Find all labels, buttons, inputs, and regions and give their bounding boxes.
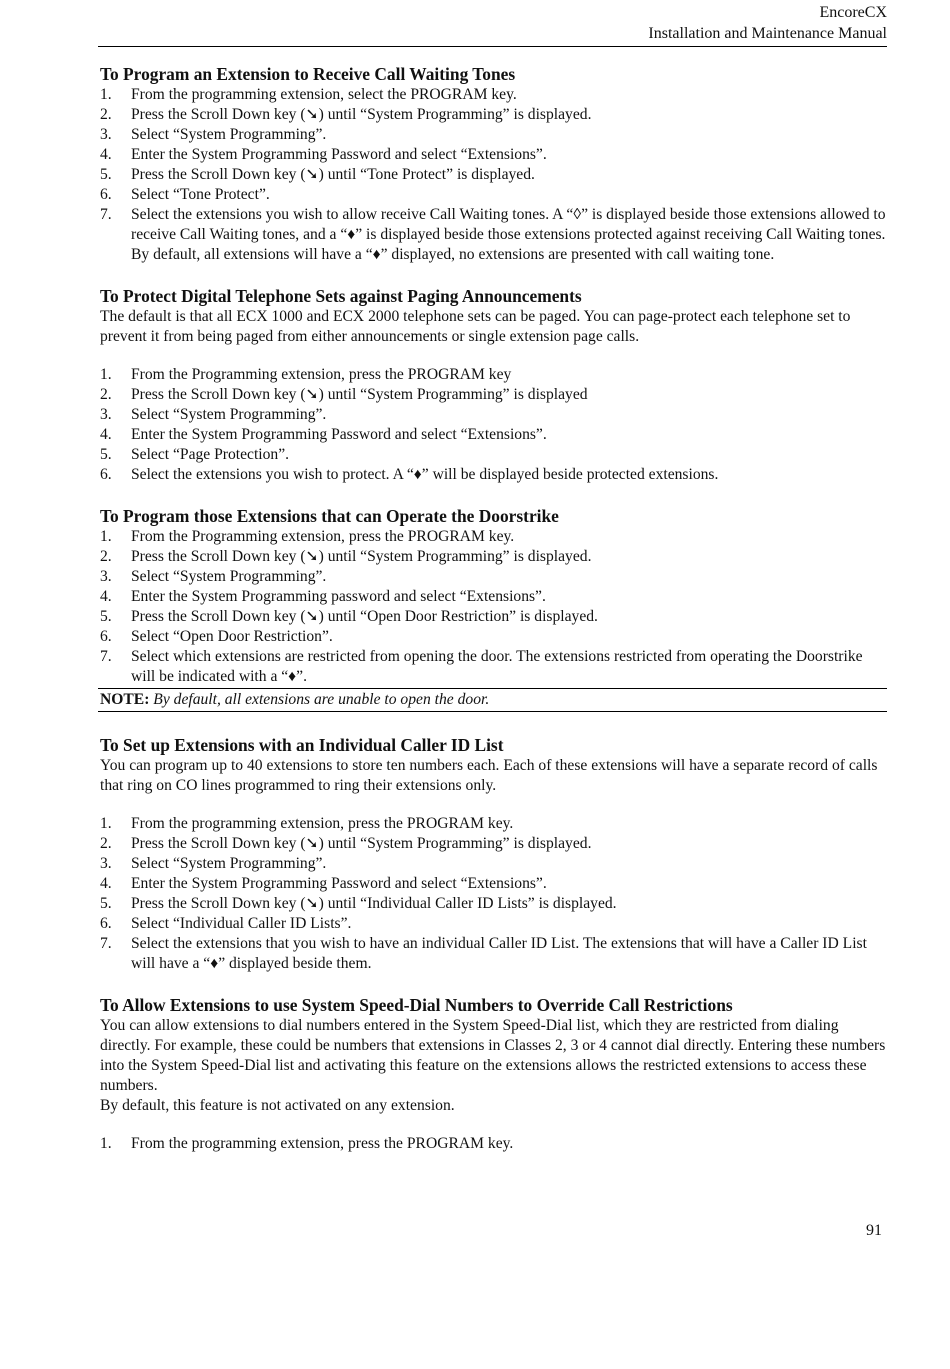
note-label: NOTE:	[100, 691, 150, 708]
list-item	[100, 105, 887, 125]
note-box	[98, 688, 887, 712]
step-number: 5.	[100, 166, 112, 183]
steps-list	[100, 365, 887, 485]
step-number: 2.	[100, 106, 112, 123]
list-item	[100, 547, 887, 567]
step-text: Select “System Programming”.	[131, 855, 327, 872]
steps-list	[100, 1134, 887, 1154]
step-number: 2.	[100, 386, 112, 403]
step-text: Press the Scroll Down key (➘) until “System Programming” is displayed.	[131, 835, 592, 852]
list-item	[100, 405, 887, 425]
step-text: Press the Scroll Down key (➘) until “System Programming” is displayed	[131, 386, 588, 403]
step-number: 5.	[100, 608, 112, 625]
steps-list	[100, 527, 887, 687]
list-item	[100, 587, 887, 607]
list-item	[100, 814, 887, 834]
step-text: From the Programming extension, press the PROGRAM key	[131, 366, 512, 383]
step-number: 1.	[100, 815, 112, 832]
step-number: 6.	[100, 628, 112, 645]
step-text: Enter the System Programming Password and select “Extensions”.	[131, 146, 547, 163]
list-item	[100, 894, 887, 914]
page-content	[100, 63, 887, 1154]
section-doorstrike	[100, 505, 887, 712]
steps-list	[100, 85, 887, 265]
step-number: 5.	[100, 446, 112, 463]
step-number: 4.	[100, 875, 112, 892]
step-text: Select the extensions you wish to protect. A “♦” will be displayed beside protected extensions.	[131, 466, 719, 483]
step-text: Press the Scroll Down key (➘) until “Individual Caller ID Lists” is displayed.	[131, 895, 617, 912]
step-number: 3.	[100, 855, 112, 872]
step-text: From the programming extension, press the PROGRAM key.	[131, 815, 514, 832]
list-item	[100, 627, 887, 647]
step-text: From the programming extension, select the PROGRAM key.	[131, 86, 517, 103]
step-number: 3.	[100, 126, 112, 143]
step-text: Enter the System Programming Password and select “Extensions”.	[131, 875, 547, 892]
list-item	[100, 607, 887, 627]
step-text: Press the Scroll Down key (➘) until “Tone Protect” is displayed.	[131, 166, 535, 183]
step-text: Press the Scroll Down key (➘) until “System Programming” is displayed.	[131, 106, 592, 123]
step-text: Select “Page Protection”.	[131, 446, 290, 463]
step-number: 1.	[100, 86, 112, 103]
section-speed-dial-override	[100, 994, 887, 1154]
section-heading: To Set up Extensions with an Individual Caller ID List	[100, 735, 504, 755]
step-number: 5.	[100, 895, 112, 912]
list-item	[100, 647, 887, 687]
step-text: Select the extensions you wish to allow receive Call Waiting tones. A “◊” is displayed beside those extensions allowed to receive Call Waiting tones, and a “♦” is displayed beside those extensions protected against receiving Call Waiting tones. By default, all extensions will have a “♦” displayed, no extensions are presented with call waiting tone.	[131, 206, 886, 263]
section-paging-protection	[100, 285, 887, 485]
step-number: 7.	[100, 935, 112, 952]
step-text: Select “Tone Protect”.	[131, 186, 270, 203]
list-item	[100, 465, 887, 485]
note-text: By default, all extensions are unable to open the door.	[153, 691, 490, 708]
step-text: From the programming extension, press the PROGRAM key.	[131, 1135, 514, 1152]
list-item	[100, 527, 887, 547]
step-text: Enter the System Programming password and select “Extensions”.	[131, 588, 546, 605]
list-item	[100, 385, 887, 405]
steps-list	[100, 814, 887, 974]
step-number: 1.	[100, 366, 112, 383]
step-number: 4.	[100, 146, 112, 163]
list-item	[100, 185, 887, 205]
step-number: 7.	[100, 648, 112, 665]
header-subtitle: Installation and Maintenance Manual	[648, 25, 887, 42]
section-heading: To Protect Digital Telephone Sets against Paging Announcements	[100, 286, 582, 306]
step-number: 2.	[100, 548, 112, 565]
list-item	[100, 1134, 887, 1154]
list-item	[100, 125, 887, 145]
list-item	[100, 85, 887, 105]
step-text: Enter the System Programming Password and select “Extensions”.	[131, 426, 547, 443]
list-item	[100, 854, 887, 874]
step-number: 6.	[100, 466, 112, 483]
step-text: Select the extensions that you wish to have an individual Caller ID List. The extensions that will have a Caller ID List will have a “♦” displayed beside them.	[131, 935, 867, 972]
step-text: Select “System Programming”.	[131, 568, 327, 585]
list-item	[100, 567, 887, 587]
page-number: 91	[866, 1222, 882, 1239]
step-number: 6.	[100, 186, 112, 203]
step-text: Press the Scroll Down key (➘) until “System Programming” is displayed.	[131, 548, 592, 565]
list-item	[100, 425, 887, 445]
section-heading: To Allow Extensions to use System Speed-Dial Numbers to Override Call Restrictions	[100, 995, 733, 1015]
step-number: 4.	[100, 426, 112, 443]
section-intro: You can program up to 40 extensions to store ten numbers each. Each of these extensions will have a separate record of calls that ring on CO lines programmed to ring their extensions only.	[100, 757, 878, 794]
step-number: 6.	[100, 915, 112, 932]
section-intro-default: By default, this feature is not activated on any extension.	[100, 1097, 455, 1114]
list-item	[100, 145, 887, 165]
section-heading: To Program those Extensions that can Operate the Doorstrike	[100, 506, 559, 526]
header-title: EncoreCX	[819, 4, 887, 21]
step-number: 4.	[100, 588, 112, 605]
list-item	[100, 914, 887, 934]
section-intro: You can allow extensions to dial numbers entered in the System Speed-Dial list, which they are restricted from dialing directly. For example, these could be numbers that extensions in Classes 2, 3 or 4 cannot dial directly. Entering these numbers into the System Speed-Dial list and activating this feature on the extensions allows the restricted extensions to access these numbers.	[100, 1017, 886, 1094]
step-text: Press the Scroll Down key (➘) until “Open Door Restriction” is displayed.	[131, 608, 598, 625]
page-header	[98, 2, 887, 47]
step-text: Select “Open Door Restriction”.	[131, 628, 333, 645]
step-number: 3.	[100, 568, 112, 585]
step-text: Select “Individual Caller ID Lists”.	[131, 915, 352, 932]
section-intro: The default is that all ECX 1000 and ECX 2000 telephone sets can be paged. You can page-protect each telephone set to prevent it from being paged from either announcements or single extension page calls.	[100, 308, 851, 345]
list-item	[100, 834, 887, 854]
section-caller-id-list	[100, 734, 887, 974]
step-number: 1.	[100, 528, 112, 545]
list-item	[100, 934, 887, 974]
step-number: 3.	[100, 406, 112, 423]
step-text: Select “System Programming”.	[131, 126, 327, 143]
step-text: Select “System Programming”.	[131, 406, 327, 423]
step-text: From the Programming extension, press the PROGRAM key.	[131, 528, 515, 545]
section-heading: To Program an Extension to Receive Call Waiting Tones	[100, 64, 516, 84]
step-number: 2.	[100, 835, 112, 852]
step-text: Select which extensions are restricted from opening the door. The extensions restricted from operating the Doorstrike will be indicated with a “♦”.	[131, 648, 863, 685]
list-item	[100, 205, 887, 265]
step-number: 7.	[100, 206, 112, 223]
list-item	[100, 365, 887, 385]
section-call-waiting-tones	[100, 63, 887, 265]
list-item	[100, 445, 887, 465]
list-item	[100, 165, 887, 185]
list-item	[100, 874, 887, 894]
step-number: 1.	[100, 1135, 112, 1152]
